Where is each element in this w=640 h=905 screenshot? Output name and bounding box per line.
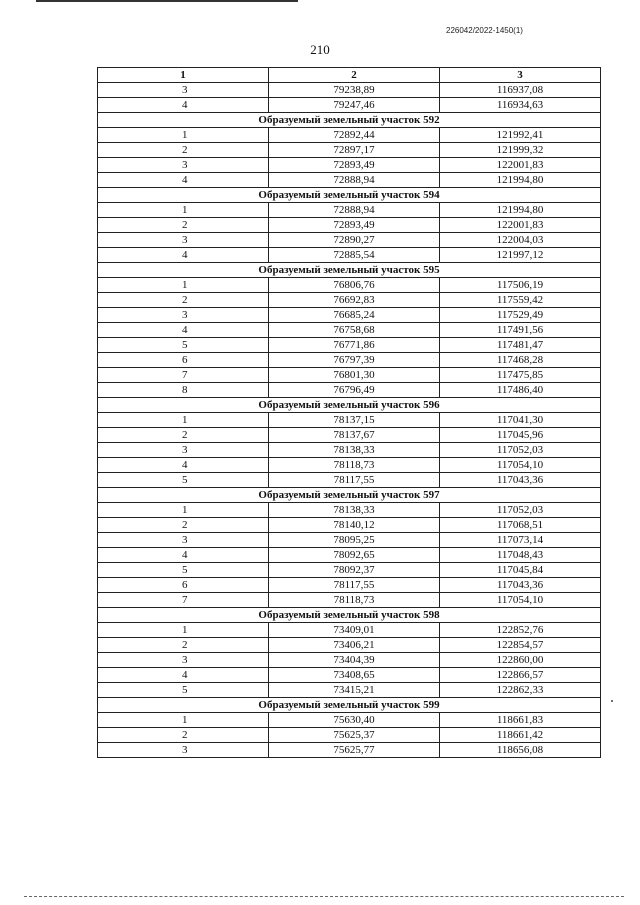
point-number-cell: 3 — [98, 158, 269, 173]
table-row — [98, 518, 601, 533]
x-coordinate-cell: 72885,54 — [269, 248, 440, 263]
section-title: Образуемый земельный участок 596 — [98, 398, 601, 413]
y-coordinate-cell: 117048,43 — [440, 548, 601, 563]
y-coordinate-cell: 117506,19 — [440, 278, 601, 293]
table-row — [98, 413, 601, 428]
x-coordinate-cell: 79238,89 — [269, 83, 440, 98]
y-coordinate-cell: 117052,03 — [440, 443, 601, 458]
point-number-cell: 2 — [98, 638, 269, 653]
table-row — [98, 293, 601, 308]
point-number-cell: 1 — [98, 278, 269, 293]
y-coordinate-cell: 122854,57 — [440, 638, 601, 653]
table-row — [98, 353, 601, 368]
y-coordinate-cell: 118661,42 — [440, 728, 601, 743]
coordinates-table — [97, 67, 601, 758]
y-coordinate-cell: 122001,83 — [440, 158, 601, 173]
x-coordinate-cell: 73404,39 — [269, 653, 440, 668]
point-number-cell: 3 — [98, 443, 269, 458]
table-row — [98, 98, 601, 113]
y-coordinate-cell: 117041,30 — [440, 413, 601, 428]
y-coordinate-cell: 117052,03 — [440, 503, 601, 518]
point-number-cell: 2 — [98, 428, 269, 443]
point-number-cell: 2 — [98, 293, 269, 308]
table-row — [98, 233, 601, 248]
table-row — [98, 593, 601, 608]
section-title: Образуемый земельный участок 599 — [98, 698, 601, 713]
table-row — [98, 458, 601, 473]
y-coordinate-cell: 121997,12 — [440, 248, 601, 263]
x-coordinate-cell: 76758,68 — [269, 323, 440, 338]
y-coordinate-cell: 116937,08 — [440, 83, 601, 98]
section-title-row — [98, 488, 601, 503]
section-title: Образуемый земельный участок 595 — [98, 263, 601, 278]
y-coordinate-cell: 121994,80 — [440, 203, 601, 218]
x-coordinate-cell: 72892,44 — [269, 128, 440, 143]
table-row — [98, 638, 601, 653]
table-row — [98, 548, 601, 563]
table-row — [98, 323, 601, 338]
table-body — [98, 83, 601, 758]
y-coordinate-cell: 117054,10 — [440, 593, 601, 608]
point-number-cell: 4 — [98, 98, 269, 113]
y-coordinate-cell: 117475,85 — [440, 368, 601, 383]
x-coordinate-cell: 78118,73 — [269, 593, 440, 608]
y-coordinate-cell: 122852,76 — [440, 623, 601, 638]
x-coordinate-cell: 72893,49 — [269, 218, 440, 233]
point-number-cell: 2 — [98, 728, 269, 743]
x-coordinate-cell: 79247,46 — [269, 98, 440, 113]
document-code: 226042/2022-1450(1) — [446, 26, 523, 35]
y-coordinate-cell: 117054,10 — [440, 458, 601, 473]
x-coordinate-cell: 72890,27 — [269, 233, 440, 248]
section-title-row — [98, 113, 601, 128]
y-coordinate-cell: 117468,28 — [440, 353, 601, 368]
y-coordinate-cell: 122862,33 — [440, 683, 601, 698]
coordinates-table-wrapper — [97, 67, 601, 758]
y-coordinate-cell: 117481,47 — [440, 338, 601, 353]
y-coordinate-cell: 117073,14 — [440, 533, 601, 548]
point-number-cell: 8 — [98, 383, 269, 398]
point-number-cell: 2 — [98, 518, 269, 533]
y-coordinate-cell: 122860,00 — [440, 653, 601, 668]
table-row — [98, 728, 601, 743]
x-coordinate-cell: 76771,86 — [269, 338, 440, 353]
section-title: Образуемый земельный участок 592 — [98, 113, 601, 128]
scan-speck — [611, 700, 613, 702]
x-coordinate-cell: 76685,24 — [269, 308, 440, 323]
y-coordinate-cell: 121994,80 — [440, 173, 601, 188]
top-rule — [36, 0, 298, 2]
y-coordinate-cell: 118656,08 — [440, 743, 601, 758]
y-coordinate-cell: 117068,51 — [440, 518, 601, 533]
x-coordinate-cell: 72888,94 — [269, 203, 440, 218]
point-number-cell: 1 — [98, 128, 269, 143]
table-row — [98, 128, 601, 143]
x-coordinate-cell: 76797,39 — [269, 353, 440, 368]
y-coordinate-cell: 117043,36 — [440, 578, 601, 593]
table-row — [98, 473, 601, 488]
table-row — [98, 713, 601, 728]
table-row — [98, 308, 601, 323]
y-coordinate-cell: 117559,42 — [440, 293, 601, 308]
point-number-cell: 1 — [98, 713, 269, 728]
y-coordinate-cell: 116934,63 — [440, 98, 601, 113]
table-row — [98, 653, 601, 668]
x-coordinate-cell: 73409,01 — [269, 623, 440, 638]
x-coordinate-cell: 78118,73 — [269, 458, 440, 473]
point-number-cell: 3 — [98, 233, 269, 248]
point-number-cell: 3 — [98, 533, 269, 548]
x-coordinate-cell: 76801,30 — [269, 368, 440, 383]
x-coordinate-cell: 78137,15 — [269, 413, 440, 428]
table-row — [98, 743, 601, 758]
section-title-row — [98, 398, 601, 413]
table-row — [98, 668, 601, 683]
y-coordinate-cell: 117486,40 — [440, 383, 601, 398]
x-coordinate-cell: 73408,65 — [269, 668, 440, 683]
x-coordinate-cell: 72897,17 — [269, 143, 440, 158]
header-cell-1: 1 — [98, 68, 269, 83]
x-coordinate-cell: 78095,25 — [269, 533, 440, 548]
table-row — [98, 578, 601, 593]
header-row — [98, 68, 601, 83]
y-coordinate-cell: 122866,57 — [440, 668, 601, 683]
x-coordinate-cell: 72893,49 — [269, 158, 440, 173]
table-row — [98, 143, 601, 158]
x-coordinate-cell: 78138,33 — [269, 503, 440, 518]
section-title-row — [98, 188, 601, 203]
x-coordinate-cell: 78117,55 — [269, 578, 440, 593]
x-coordinate-cell: 76692,83 — [269, 293, 440, 308]
table-row — [98, 368, 601, 383]
table-row — [98, 533, 601, 548]
y-coordinate-cell: 118661,83 — [440, 713, 601, 728]
x-coordinate-cell: 76806,76 — [269, 278, 440, 293]
y-coordinate-cell: 117045,84 — [440, 563, 601, 578]
table-row — [98, 383, 601, 398]
y-coordinate-cell: 117045,96 — [440, 428, 601, 443]
table-row — [98, 158, 601, 173]
point-number-cell: 7 — [98, 368, 269, 383]
table-row — [98, 683, 601, 698]
point-number-cell: 3 — [98, 308, 269, 323]
table-row — [98, 278, 601, 293]
point-number-cell: 4 — [98, 548, 269, 563]
point-number-cell: 4 — [98, 173, 269, 188]
section-title-row — [98, 263, 601, 278]
y-coordinate-cell: 117529,49 — [440, 308, 601, 323]
point-number-cell: 6 — [98, 353, 269, 368]
x-coordinate-cell: 72888,94 — [269, 173, 440, 188]
point-number-cell: 4 — [98, 323, 269, 338]
x-coordinate-cell: 76796,49 — [269, 383, 440, 398]
table-row — [98, 623, 601, 638]
table-row — [98, 338, 601, 353]
table-row — [98, 83, 601, 98]
x-coordinate-cell: 78092,65 — [269, 548, 440, 563]
x-coordinate-cell: 75630,40 — [269, 713, 440, 728]
point-number-cell: 3 — [98, 743, 269, 758]
table-row — [98, 428, 601, 443]
point-number-cell: 3 — [98, 83, 269, 98]
y-coordinate-cell: 122004,03 — [440, 233, 601, 248]
x-coordinate-cell: 73415,21 — [269, 683, 440, 698]
point-number-cell: 1 — [98, 413, 269, 428]
point-number-cell: 5 — [98, 683, 269, 698]
point-number-cell: 5 — [98, 473, 269, 488]
x-coordinate-cell: 78092,37 — [269, 563, 440, 578]
point-number-cell: 1 — [98, 203, 269, 218]
x-coordinate-cell: 75625,77 — [269, 743, 440, 758]
y-coordinate-cell: 117491,56 — [440, 323, 601, 338]
section-title-row — [98, 608, 601, 623]
point-number-cell: 4 — [98, 248, 269, 263]
point-number-cell: 4 — [98, 458, 269, 473]
header-cell-3: 3 — [440, 68, 601, 83]
point-number-cell: 1 — [98, 503, 269, 518]
section-title: Образуемый земельный участок 594 — [98, 188, 601, 203]
x-coordinate-cell: 78117,55 — [269, 473, 440, 488]
table-row — [98, 173, 601, 188]
page-number: 210 — [310, 42, 330, 57]
y-coordinate-cell: 121992,41 — [440, 128, 601, 143]
y-coordinate-cell: 117043,36 — [440, 473, 601, 488]
point-number-cell: 1 — [98, 623, 269, 638]
section-title: Образуемый земельный участок 597 — [98, 488, 601, 503]
y-coordinate-cell: 121999,32 — [440, 143, 601, 158]
y-coordinate-cell: 122001,83 — [440, 218, 601, 233]
table-row — [98, 218, 601, 233]
table-row — [98, 503, 601, 518]
bottom-rule — [24, 896, 624, 897]
point-number-cell: 6 — [98, 578, 269, 593]
point-number-cell: 5 — [98, 338, 269, 353]
point-number-cell: 2 — [98, 218, 269, 233]
table-row — [98, 563, 601, 578]
section-title-row — [98, 698, 601, 713]
table-row — [98, 248, 601, 263]
x-coordinate-cell: 75625,37 — [269, 728, 440, 743]
table-row — [98, 443, 601, 458]
x-coordinate-cell: 78140,12 — [269, 518, 440, 533]
x-coordinate-cell: 78138,33 — [269, 443, 440, 458]
point-number-cell: 2 — [98, 143, 269, 158]
section-title: Образуемый земельный участок 598 — [98, 608, 601, 623]
point-number-cell: 7 — [98, 593, 269, 608]
point-number-cell: 3 — [98, 653, 269, 668]
point-number-cell: 5 — [98, 563, 269, 578]
x-coordinate-cell: 73406,21 — [269, 638, 440, 653]
table-row — [98, 203, 601, 218]
header-cell-2: 2 — [269, 68, 440, 83]
point-number-cell: 4 — [98, 668, 269, 683]
x-coordinate-cell: 78137,67 — [269, 428, 440, 443]
